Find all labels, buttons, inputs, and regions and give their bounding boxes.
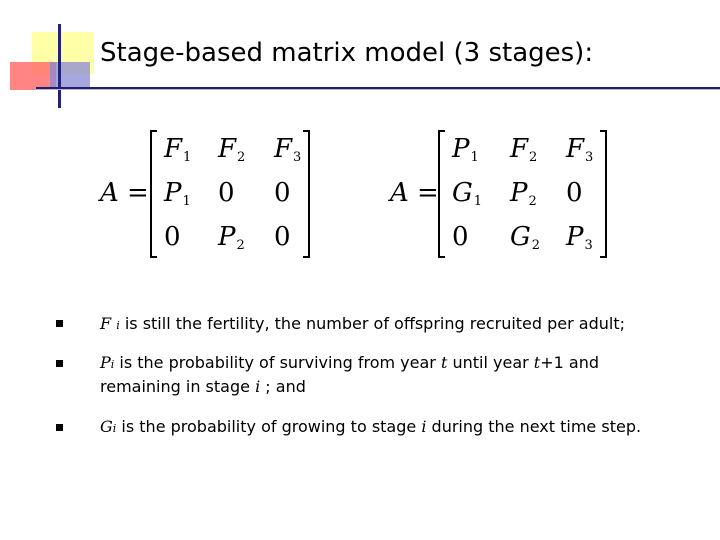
matrix-entry-subscript: 2 — [529, 150, 538, 165]
matrix-right-cell — [452, 178, 482, 217]
matrix-entry-subscript: 2 — [531, 238, 541, 253]
matrix-right-bracket-close — [600, 130, 607, 258]
matrix-entry-symbol: G — [452, 178, 473, 208]
bullet-survival-text-a: is the probability of surviving from year — [119, 353, 436, 372]
bullet-growth-subscript: i — [112, 422, 117, 435]
matrix-entry-symbol: 0 — [452, 222, 469, 252]
bullet-fertility-subscript: i — [116, 319, 120, 332]
bullet-marker — [56, 424, 63, 431]
bullet-fertility-text: is still the fertility, the number of offspring recruited per adult; — [124, 314, 626, 333]
matrix-entry-subscript: 1 — [182, 194, 191, 209]
bullet-growth-text-b: during the next time step. — [431, 417, 642, 436]
decor-vertical-line — [58, 24, 61, 108]
matrix-left-bracket-close — [303, 130, 310, 258]
bullet-survival-text-c: +1 and — [540, 353, 600, 372]
bullet-marker — [56, 360, 63, 367]
matrix-right-cell — [566, 178, 583, 208]
bullet-survival-subscript: i — [110, 358, 115, 371]
matrix-entry-subscript: 3 — [293, 150, 302, 165]
matrix-left — [100, 130, 310, 260]
matrix-entry-symbol: F — [510, 134, 529, 164]
matrix-right-lhs: A = — [390, 178, 439, 208]
matrix-entry-symbol: P — [218, 222, 236, 252]
matrix-entry-subscript: 1 — [470, 150, 479, 165]
bullet-survival-var-t2: t — [533, 353, 541, 372]
title-underline-shadow — [36, 89, 720, 90]
bullet-fertility-symbol: F — [100, 314, 112, 333]
matrix-entry-symbol: 0 — [274, 222, 291, 252]
matrix-left-cell — [274, 178, 291, 208]
matrix-right — [390, 130, 610, 260]
bullet-survival-text-b: until year — [452, 353, 529, 372]
matrix-entry-subscript: 1 — [183, 150, 192, 165]
bullet-growth-text-a: is the probability of growing to stage — [121, 417, 417, 436]
matrix-right-cell — [566, 134, 593, 173]
bullet-fertility — [100, 312, 625, 338]
bullet-survival-line2 — [100, 375, 306, 399]
matrix-left-cell — [164, 134, 191, 173]
matrix-entry-symbol: F — [218, 134, 237, 164]
matrix-left-cell — [218, 222, 245, 261]
bullet-growth-var-i: i — [421, 417, 427, 436]
matrix-entry-subscript: 2 — [528, 194, 537, 209]
slide-title: Stage-based matrix model (3 stages): — [100, 38, 594, 68]
matrix-left-cell — [164, 222, 181, 252]
matrix-left-cell — [274, 134, 301, 173]
matrix-entry-symbol: 0 — [274, 178, 291, 208]
matrix-right-bracket-open — [438, 130, 445, 258]
bullet-survival-var-t: t — [440, 353, 448, 372]
matrix-right-cell — [452, 134, 479, 173]
matrix-entry-symbol: 0 — [164, 222, 181, 252]
matrix-entry-subscript: 2 — [236, 238, 245, 253]
matrix-entry-symbol: F — [164, 134, 183, 164]
matrix-entry-subscript: 1 — [473, 194, 483, 209]
matrix-left-lhs: A = — [100, 178, 149, 208]
matrix-right-cell — [510, 222, 540, 261]
matrix-right-cell — [452, 222, 469, 252]
matrix-entry-symbol: F — [566, 134, 585, 164]
matrix-entry-subscript: 2 — [237, 150, 246, 165]
bullet-survival-line2-text-b: ; and — [265, 377, 306, 396]
bullet-survival-var-i: i — [255, 377, 261, 396]
matrix-left-cell — [274, 222, 291, 252]
bullet-survival-symbol: P — [100, 353, 111, 372]
bullet-survival — [100, 351, 599, 377]
matrix-left-cell — [164, 178, 191, 217]
matrix-entry-symbol: 0 — [566, 178, 583, 208]
bullet-growth — [100, 415, 641, 441]
matrix-entry-symbol: F — [274, 134, 293, 164]
matrix-left-cell — [218, 134, 245, 173]
matrix-entry-subscript: 3 — [585, 150, 594, 165]
matrix-entry-symbol: 0 — [218, 178, 235, 208]
matrix-left-bracket-open — [150, 130, 157, 258]
matrix-entry-symbol: G — [510, 222, 531, 252]
matrix-left-cell — [218, 178, 235, 208]
matrix-entry-symbol: P — [164, 178, 182, 208]
matrix-entry-symbol: P — [452, 134, 470, 164]
matrix-entry-symbol: P — [566, 222, 584, 252]
bullet-growth-symbol: G — [100, 417, 113, 436]
decor-blue-block — [50, 62, 90, 90]
matrix-entry-subscript: 3 — [584, 238, 593, 253]
matrix-entry-symbol: P — [510, 178, 528, 208]
bullet-marker — [56, 320, 63, 327]
matrix-right-cell — [510, 134, 537, 173]
matrix-right-cell — [510, 178, 537, 217]
bullet-survival-line2-text-a: remaining in stage — [100, 377, 250, 396]
matrix-right-cell — [566, 222, 593, 261]
